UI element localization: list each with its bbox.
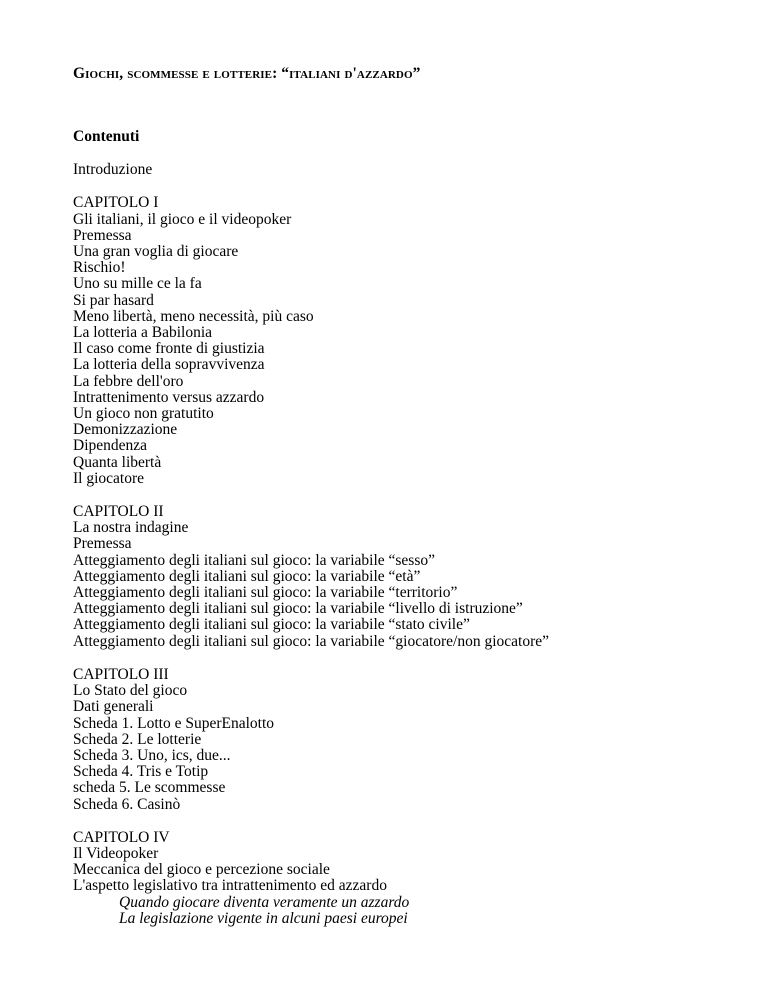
toc-entry: Demonizzazione xyxy=(73,421,178,439)
toc-entry: Atteggiamento degli italiani sul gioco: la variabile “giocatore/non giocatore” xyxy=(73,632,550,650)
toc-entry: La lotteria a Babilonia xyxy=(73,324,213,342)
toc-entry: Scheda 3. Uno, ics, due... xyxy=(73,746,231,764)
contents-heading: Contenuti xyxy=(73,128,140,145)
toc-entry: Un gioco non gratutito xyxy=(73,405,214,423)
toc-entry: Scheda 6. Casinò xyxy=(73,795,181,813)
toc-entry: Atteggiamento degli italiani sul gioco: la variabile “stato civile” xyxy=(73,616,470,634)
toc-entry: Meno libertà, meno necessità, più caso xyxy=(73,307,314,325)
toc-entry: Scheda 1. Lotto e SuperEnalotto xyxy=(73,714,275,732)
toc-entry: Dati generali xyxy=(73,698,154,716)
document-title: Giochi, scommesse e lotterie: “italiani d'azzardo” xyxy=(73,65,421,82)
chapter-heading: CAPITOLO I xyxy=(73,194,159,212)
chapter-heading: CAPITOLO III xyxy=(73,665,169,683)
toc-entry: Il Videopoker xyxy=(73,844,159,862)
toc-chapter xyxy=(73,195,748,487)
toc-entry: Premessa xyxy=(73,226,132,244)
toc-entry: Gli italiani, il gioco e il videopoker xyxy=(73,210,292,228)
toc-entry: Atteggiamento degli italiani sul gioco: la variabile “territorio” xyxy=(73,584,458,602)
toc-entry: La lotteria della sopravvivenza xyxy=(73,356,265,374)
toc-entry: Scheda 2. Le lotterie xyxy=(73,730,202,748)
toc-entry: Il giocatore xyxy=(73,469,145,487)
toc-entry: Scheda 4. Tris e Totip xyxy=(73,763,209,781)
toc-entry: Uno su mille ce la fa xyxy=(73,275,202,293)
toc-chapter xyxy=(73,667,748,813)
chapter-heading: CAPITOLO IV xyxy=(73,828,170,846)
toc-chapter xyxy=(73,504,748,650)
chapter-heading: CAPITOLO II xyxy=(73,503,164,521)
toc-subentry: Quando giocare diventa veramente un azzardo xyxy=(119,893,410,911)
toc-entry: Atteggiamento degli italiani sul gioco: la variabile “sesso” xyxy=(73,551,435,569)
toc-entry: scheda 5. Le scommesse xyxy=(73,779,226,797)
toc-entry: Il caso come fronte di giustizia xyxy=(73,340,265,358)
toc-entry: Rischio! xyxy=(73,259,126,277)
toc-entry: Una gran voglia di giocare xyxy=(73,243,239,261)
toc-entry: Lo Stato del gioco xyxy=(73,682,188,700)
toc-entry: L'aspetto legislativo tra intrattenimento ed azzardo xyxy=(73,877,387,895)
toc-entry: Dipendenza xyxy=(73,437,148,455)
toc-entry: Si par hasard xyxy=(73,291,154,309)
toc-entry: Premessa xyxy=(73,535,132,553)
toc-entry: Quanta libertà xyxy=(73,453,162,471)
toc-entry: Meccanica del gioco e percezione sociale xyxy=(73,861,330,879)
toc-entry: Atteggiamento degli italiani sul gioco: la variabile “livello di istruzione” xyxy=(73,600,523,618)
document-page xyxy=(73,66,748,927)
toc-entry: La nostra indagine xyxy=(73,519,189,537)
toc-entry: Intrattenimento versus azzardo xyxy=(73,388,265,406)
toc-introduction: Introduzione xyxy=(73,161,153,179)
toc-chapters xyxy=(73,195,748,927)
toc-entry: Atteggiamento degli italiani sul gioco: la variabile “età” xyxy=(73,567,421,585)
toc-chapter xyxy=(73,830,748,927)
toc-entry: La febbre dell'oro xyxy=(73,372,184,390)
toc-subentry: La legislazione vigente in alcuni paesi europei xyxy=(119,909,408,927)
